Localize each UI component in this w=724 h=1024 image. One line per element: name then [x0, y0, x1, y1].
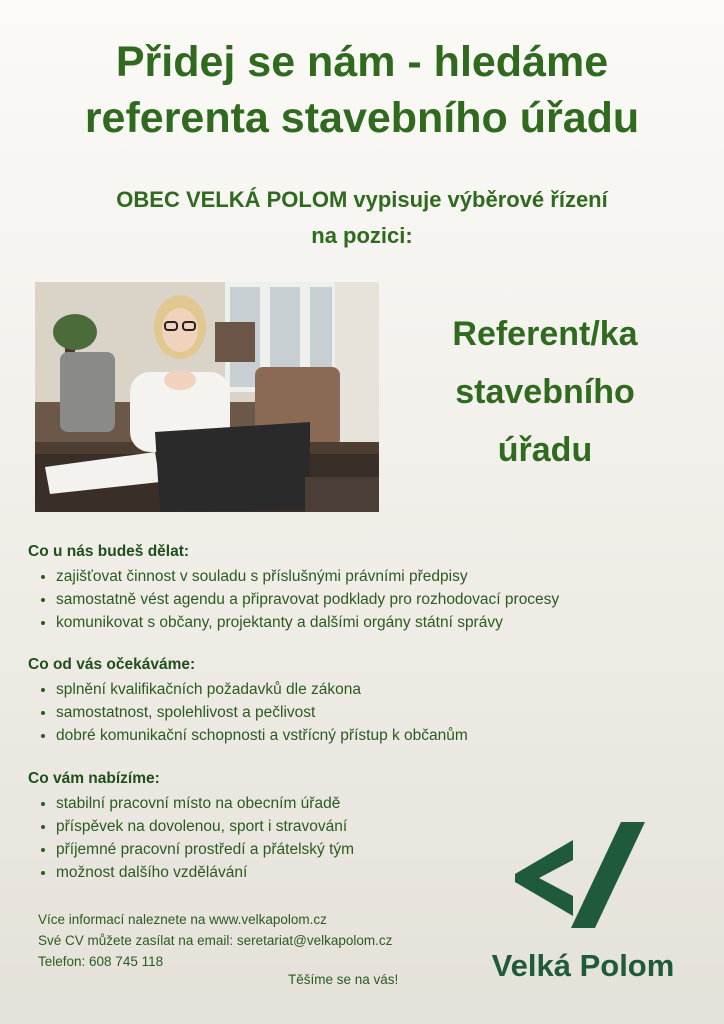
list-item: • příjemné pracovní prostředí a přátelský tým — [56, 838, 688, 861]
list-item: • stabilní pracovní místo na obecním úřadě — [56, 792, 688, 815]
subheadline — [30, 182, 694, 254]
contact-website-line: Více informací naleznete na www.velkapolom.cz — [38, 912, 327, 927]
list-item: • samostatně vést agendu a připravovat podklady pro rozhodovací procesy — [56, 588, 688, 611]
list-item: • komunikovat s občany, projektanty a dalšími orgány státní správy — [56, 611, 688, 634]
list-item: • samostatnost, spolehlivost a pečlivost — [56, 701, 688, 724]
section-title: Co od vás očekáváme: — [28, 656, 196, 673]
position-line-3: úřadu — [497, 431, 593, 469]
list-item: • dobré komunikační schopnosti a vstřícný přístup k občanům — [56, 724, 688, 747]
logo-icon — [515, 822, 651, 930]
position-title — [405, 305, 685, 479]
section-title: Co u nás budeš dělat: — [28, 543, 190, 560]
headline-line-2: referenta stavebního úřadu — [84, 94, 640, 142]
list-item: • splnění kvalifikačních požadavků dle zákona — [56, 678, 688, 701]
office-photo — [35, 282, 379, 512]
section-requirements — [28, 654, 688, 747]
logo-text: Velká Polom — [491, 948, 675, 983]
page-headline — [0, 34, 724, 146]
subheadline-line-1: OBEC VELKÁ POLOM vypisuje výběrové řízení — [116, 187, 608, 212]
position-line-2: stavebního — [455, 373, 635, 411]
section-title: Co vám nabízíme: — [28, 770, 160, 787]
contact-info — [38, 909, 478, 972]
list-item: • příspěvek na dovolenou, sport i stravování — [56, 815, 688, 838]
headline-line-1: Přidej se nám - hledáme — [115, 38, 609, 86]
position-line-1: Referent/ka — [452, 315, 638, 353]
bullet-list — [28, 678, 688, 747]
list-item: • možnost dalšího vzdělávání — [56, 861, 688, 884]
bullet-list — [28, 565, 688, 634]
closing-text: Těšíme se na vás! — [288, 972, 399, 987]
office-photo-illustration — [35, 282, 379, 512]
subheadline-line-2: na pozici: — [311, 223, 413, 248]
list-item: • zajišťovat činnost v souladu s příslušnými právními předpisy — [56, 565, 688, 588]
contact-email-line: Své CV můžete zasílat na email: seretariat@velkapolom.cz — [38, 933, 393, 948]
section-duties — [28, 541, 688, 634]
contact-phone-line: Telefon: 608 745 118 — [38, 954, 164, 969]
